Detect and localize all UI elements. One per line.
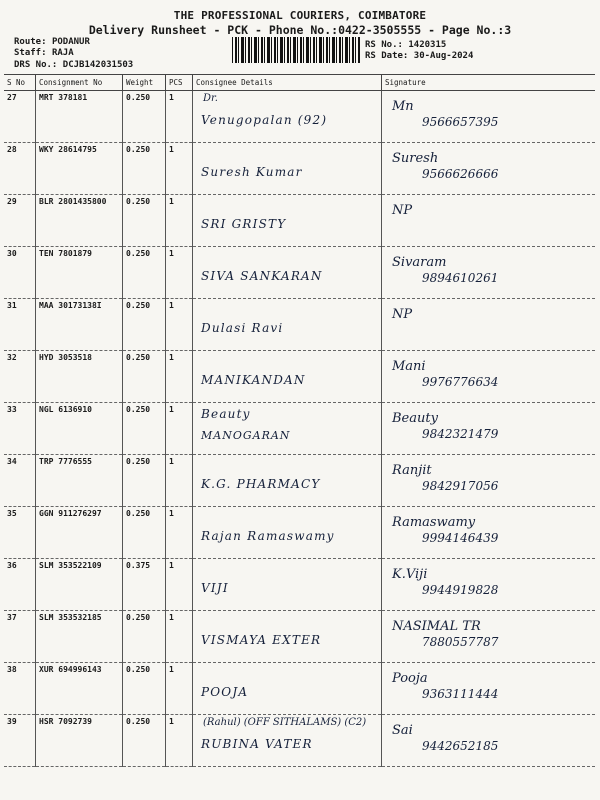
consignment-value: BLR 2801435800 — [39, 197, 107, 206]
consignment-value: GGN 911276297 — [39, 509, 102, 518]
pcs-value: 1 — [169, 249, 174, 258]
pcs-cell — [166, 351, 193, 403]
col-header-weight: Weight — [123, 75, 166, 91]
signature-cell — [382, 663, 596, 715]
consignee-name: Venugopalan (92) — [201, 113, 328, 127]
route-value: PODANUR — [51, 37, 90, 47]
weight-cell — [123, 663, 166, 715]
consignment-value: XUR 694996143 — [39, 665, 102, 674]
sno-value: 27 — [7, 93, 17, 102]
sno-cell — [4, 559, 36, 611]
consignment-value: MRT 378181 — [39, 93, 88, 102]
sno-value: 36 — [7, 561, 17, 570]
pcs-value: 1 — [169, 561, 174, 570]
handwritten-phone: 9894610261 — [422, 271, 499, 285]
consignee-cell — [193, 299, 382, 351]
handwritten-phone: 9994146439 — [422, 531, 499, 545]
consignee-name: Rajan Ramaswamy — [201, 529, 335, 543]
rs-date-field — [365, 51, 473, 61]
consignee-cell — [193, 143, 382, 195]
handwritten-phone: 9442652185 — [422, 739, 499, 753]
sno-cell — [4, 195, 36, 247]
consignee-name: K.G. PHARMACY — [201, 477, 321, 491]
handwritten-signature: Suresh — [392, 151, 439, 166]
route-field — [14, 37, 90, 47]
consignee-name: Dulasi Ravi — [201, 321, 284, 335]
consignment-cell — [36, 143, 123, 195]
rs-no-field — [365, 40, 446, 50]
pcs-cell — [166, 299, 193, 351]
consignee-note: Dr. — [203, 93, 218, 104]
weight-value: 0.250 — [126, 197, 151, 206]
consignee-name: Beauty — [201, 407, 251, 421]
drs-field — [14, 60, 133, 70]
runsheet-heading: Delivery Runsheet - PCK - Phone No.:0422-3505555 - Page No.:3 — [88, 23, 512, 37]
consignment-value: TRP 7776555 — [39, 457, 92, 466]
signature-cell — [382, 91, 596, 143]
weight-cell — [123, 559, 166, 611]
handwritten-signature: Ranjit — [392, 463, 432, 478]
consignment-value: NGL 6136910 — [39, 405, 92, 414]
table-row — [4, 455, 595, 507]
weight-value: 0.250 — [126, 717, 151, 726]
consignee-cell — [193, 403, 382, 455]
drs-label: DRS No.: — [14, 60, 58, 70]
consignee-name: SIVA SANKARAN — [201, 269, 323, 283]
weight-cell — [123, 403, 166, 455]
weight-value: 0.250 — [126, 457, 151, 466]
table-row — [4, 91, 595, 143]
staff-label: Staff: — [14, 48, 47, 58]
consignee-cell — [193, 247, 382, 299]
staff-field — [14, 48, 74, 58]
delivery-table — [4, 74, 595, 767]
sno-value: 33 — [7, 405, 17, 414]
handwritten-signature: NP — [392, 203, 413, 218]
sno-value: 39 — [7, 717, 17, 726]
consignee-name: Suresh Kumar — [201, 165, 303, 179]
table-row — [4, 299, 595, 351]
consignee-cell — [193, 91, 382, 143]
col-header-sno: S No — [4, 75, 36, 91]
route-label: Route: — [14, 37, 47, 47]
consignee-name: VIJI — [201, 581, 229, 595]
weight-value: 0.250 — [126, 613, 151, 622]
weight-value: 0.250 — [126, 249, 151, 258]
pcs-cell — [166, 715, 193, 767]
signature-cell — [382, 299, 596, 351]
consignment-cell — [36, 559, 123, 611]
weight-cell — [123, 91, 166, 143]
sno-cell — [4, 143, 36, 195]
table-row — [4, 559, 595, 611]
consignment-cell — [36, 455, 123, 507]
barcode-image — [232, 37, 360, 63]
handwritten-phone: 9566626666 — [422, 167, 499, 181]
handwritten-phone: 9944919828 — [422, 583, 499, 597]
consignment-cell — [36, 299, 123, 351]
pcs-cell — [166, 611, 193, 663]
sno-value: 37 — [7, 613, 17, 622]
signature-cell — [382, 715, 596, 767]
consignment-cell — [36, 195, 123, 247]
signature-cell — [382, 559, 596, 611]
pcs-cell — [166, 143, 193, 195]
sno-cell — [4, 455, 36, 507]
weight-cell — [123, 715, 166, 767]
pcs-value: 1 — [169, 665, 174, 674]
weight-cell — [123, 455, 166, 507]
consignee-cell — [193, 715, 382, 767]
handwritten-signature: K.Viji — [392, 567, 428, 582]
consignee-name: POOJA — [201, 685, 249, 699]
signature-cell — [382, 247, 596, 299]
pcs-cell — [166, 455, 193, 507]
consignment-value: MAA 30173138I — [39, 301, 102, 310]
consignee-cell — [193, 663, 382, 715]
handwritten-phone: 9842321479 — [422, 427, 499, 441]
weight-value: 0.250 — [126, 509, 151, 518]
drs-value: DCJB142031503 — [62, 60, 134, 70]
sno-cell — [4, 91, 36, 143]
sno-value: 32 — [7, 353, 17, 362]
handwritten-signature: Ramaswamy — [392, 515, 476, 530]
table-row — [4, 351, 595, 403]
handwritten-phone: 9566657395 — [422, 115, 499, 129]
col-header-consignee: Consignee Details — [193, 75, 382, 91]
consignment-value: SLM 353532185 — [39, 613, 102, 622]
signature-cell — [382, 611, 596, 663]
weight-cell — [123, 351, 166, 403]
sno-cell — [4, 247, 36, 299]
sno-value: 28 — [7, 145, 17, 154]
table-header-row — [4, 75, 595, 91]
consignment-cell — [36, 507, 123, 559]
pcs-value: 1 — [169, 717, 174, 726]
handwritten-phone: 9976776634 — [422, 375, 499, 389]
consignment-cell — [36, 715, 123, 767]
consignee-name-2: MANOGARAN — [201, 429, 291, 442]
weight-cell — [123, 507, 166, 559]
signature-cell — [382, 195, 596, 247]
pcs-cell — [166, 195, 193, 247]
weight-cell — [123, 143, 166, 195]
weight-cell — [123, 247, 166, 299]
signature-cell — [382, 455, 596, 507]
handwritten-phone: 7880557787 — [422, 635, 499, 649]
handwritten-phone: 9363111444 — [422, 687, 499, 701]
pcs-value: 1 — [169, 457, 174, 466]
pcs-cell — [166, 507, 193, 559]
pcs-value: 1 — [169, 353, 174, 362]
rs-date-label: RS Date: — [365, 51, 409, 61]
table-row — [4, 195, 595, 247]
table-row — [4, 663, 595, 715]
weight-cell — [123, 195, 166, 247]
sno-cell — [4, 351, 36, 403]
consignee-name: SRI GRISTY — [201, 217, 287, 231]
weight-cell — [123, 299, 166, 351]
sno-cell — [4, 507, 36, 559]
consignment-cell — [36, 247, 123, 299]
consignment-cell — [36, 611, 123, 663]
consignment-cell — [36, 351, 123, 403]
sno-cell — [4, 403, 36, 455]
sno-cell — [4, 611, 36, 663]
table-row — [4, 143, 595, 195]
consignee-note: (Rahul) (OFF SITHALAMS) (C2) — [203, 717, 367, 728]
pcs-value: 1 — [169, 145, 174, 154]
sno-value: 29 — [7, 197, 17, 206]
weight-value: 0.250 — [126, 145, 151, 154]
signature-cell — [382, 403, 596, 455]
col-header-signature: Signature — [382, 75, 596, 91]
handwritten-signature: Mn — [392, 99, 414, 114]
pcs-cell — [166, 247, 193, 299]
consignment-value: WKY 28614795 — [39, 145, 97, 154]
table-row — [4, 247, 595, 299]
pcs-value: 1 — [169, 613, 174, 622]
table-row — [4, 507, 595, 559]
consignee-cell — [193, 559, 382, 611]
sno-cell — [4, 715, 36, 767]
col-header-consignment: Consignment No — [36, 75, 123, 91]
weight-value: 0.250 — [126, 353, 151, 362]
rs-date-value: 30-Aug-2024 — [413, 51, 474, 61]
handwritten-signature: Beauty — [392, 411, 438, 426]
consignment-value: HSR 7092739 — [39, 717, 92, 726]
consignee-cell — [193, 455, 382, 507]
pcs-value: 1 — [169, 93, 174, 102]
consignee-name: VISMAYA EXTER — [201, 633, 322, 647]
pcs-cell — [166, 663, 193, 715]
sno-value: 35 — [7, 509, 17, 518]
handwritten-signature: Sivaram — [392, 255, 447, 270]
sno-cell — [4, 299, 36, 351]
consignee-cell — [193, 611, 382, 663]
handwritten-phone: 9842917056 — [422, 479, 499, 493]
signature-cell — [382, 507, 596, 559]
sno-value: 34 — [7, 457, 17, 466]
weight-value: 0.250 — [126, 405, 151, 414]
weight-value: 0.250 — [126, 93, 151, 102]
weight-value: 0.250 — [126, 301, 151, 310]
pcs-value: 1 — [169, 197, 174, 206]
consignee-name: RUBINA VATER — [201, 737, 313, 751]
handwritten-signature: Mani — [392, 359, 426, 374]
weight-value: 0.375 — [126, 561, 151, 570]
pcs-value: 1 — [169, 509, 174, 518]
weight-cell — [123, 611, 166, 663]
pcs-cell — [166, 559, 193, 611]
consignment-cell — [36, 663, 123, 715]
staff-value: RAJA — [51, 48, 74, 58]
consignment-value: HYD 3053518 — [39, 353, 92, 362]
consignment-cell — [36, 91, 123, 143]
sno-value: 38 — [7, 665, 17, 674]
handwritten-signature: NASIMAL TR — [392, 619, 481, 634]
col-header-pcs: PCS — [166, 75, 193, 91]
pcs-cell — [166, 403, 193, 455]
company-title: THE PROFESSIONAL COURIERS, COIMBATORE — [173, 9, 427, 22]
handwritten-signature: NP — [392, 307, 413, 322]
signature-cell — [382, 143, 596, 195]
table-row — [4, 611, 595, 663]
consignee-cell — [193, 351, 382, 403]
handwritten-signature: Pooja — [392, 671, 428, 686]
sno-value: 30 — [7, 249, 17, 258]
table-row — [4, 715, 595, 767]
sno-value: 31 — [7, 301, 17, 310]
table-row — [4, 403, 595, 455]
consignee-cell — [193, 195, 382, 247]
rs-no-label: RS No.: — [365, 40, 403, 50]
pcs-cell — [166, 91, 193, 143]
consignment-cell — [36, 403, 123, 455]
signature-cell — [382, 351, 596, 403]
pcs-value: 1 — [169, 301, 174, 310]
weight-value: 0.250 — [126, 665, 151, 674]
consignee-name: MANIKANDAN — [201, 373, 306, 387]
consignment-value: SLM 353522109 — [39, 561, 102, 570]
sno-cell — [4, 663, 36, 715]
consignment-value: TEN 7801879 — [39, 249, 92, 258]
handwritten-signature: Sai — [392, 723, 413, 738]
pcs-value: 1 — [169, 405, 174, 414]
rs-no-value: 1420315 — [408, 40, 447, 50]
consignee-cell — [193, 507, 382, 559]
